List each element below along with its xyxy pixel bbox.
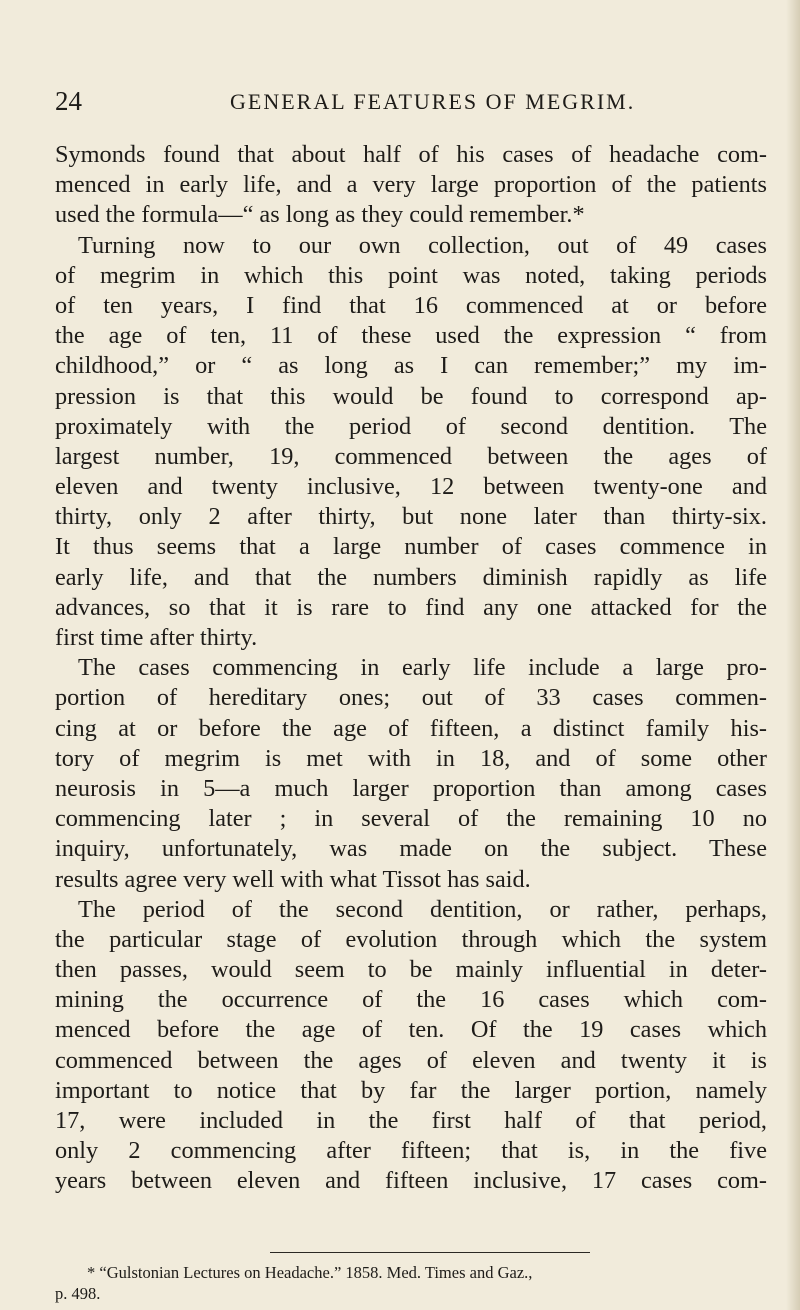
- text-line: 17, were included in the first half of that period,: [55, 1107, 767, 1134]
- text-line: eleven and twenty inclusive, 12 between twenty-one and: [55, 473, 767, 501]
- text-line: mining the occurrence of the 16 cases which com-: [55, 986, 767, 1014]
- text-line: commenced between the ages of eleven and twenty it is: [55, 1046, 767, 1074]
- text-line: It thus seems that a large number of cases commence in: [55, 533, 767, 561]
- text-line: menced in early life, and a very large proportion of the patients: [55, 171, 767, 199]
- text-line: Turning now to our own collection, out of 49 cases: [78, 231, 767, 259]
- text-line: the particular stage of evolution through which the system: [55, 925, 767, 953]
- footnote-line: p. 498.: [55, 1284, 101, 1303]
- page-number: 24: [55, 86, 82, 116]
- text-line: The period of the second dentition, or rather, perhaps,: [78, 895, 767, 923]
- footnote: [55, 1262, 767, 1304]
- text-line: thirty, only 2 after thirty, but none later than thirty-six.: [55, 503, 767, 531]
- text-line: proximately with the period of second dentition. The: [55, 412, 767, 440]
- text-line: then passes, would seem to be mainly influential in deter-: [55, 956, 767, 984]
- text-line: The cases commencing in early life include a large pro-: [78, 654, 767, 682]
- text-line: childhood,” or “ as long as I can remember;” my im-: [55, 352, 767, 380]
- text-line: cing at or before the age of fifteen, a distinct family his-: [55, 714, 767, 742]
- text-line: results agree very well with what Tissot has said.: [55, 865, 531, 893]
- text-line: pression is that this would be found to correspond ap-: [55, 382, 767, 410]
- text-line: commencing later ; in several of the remaining 10 no: [55, 805, 767, 833]
- text-line: important to notice that by far the larger portion, namely: [55, 1076, 767, 1104]
- text-line: tory of megrim is met with in 18, and of some other: [55, 744, 767, 772]
- text-line: early life, and that the numbers diminish rapidly as life: [55, 563, 767, 591]
- footnote-line: * “Gulstonian Lectures on Headache.” 1858. Med. Times and Gaz.,: [87, 1263, 533, 1282]
- text-line: used the formula—“ as long as they could remember.*: [55, 201, 585, 229]
- page-header: [55, 86, 755, 118]
- text-line: the age of ten, 11 of these used the expression “ from: [55, 322, 767, 350]
- text-line: Symonds found that about half of his cases of headache com-: [55, 141, 767, 168]
- text-line: largest number, 19, commenced between the ages of: [55, 442, 767, 470]
- running-title: GENERAL FEATURES OF MEGRIM.: [230, 89, 636, 114]
- text-line: of megrim in which this point was noted, taking periods: [55, 261, 767, 289]
- text-line: advances, so that it is rare to find any one attacked for the: [55, 593, 767, 621]
- body-text: [55, 140, 767, 1197]
- text-line: menced before the age of ten. Of the 19 cases which: [55, 1016, 767, 1044]
- text-line: only 2 commencing after fifteen; that is, in the five: [55, 1137, 767, 1165]
- text-line: of ten years, I find that 16 commenced at or before: [55, 291, 767, 319]
- text-line: first time after thirty.: [55, 624, 258, 651]
- text-line: inquiry, unfortunately, was made on the subject. These: [55, 835, 767, 863]
- page-edge-shadow: [786, 0, 800, 1310]
- text-line: neurosis in 5—a much larger proportion than among cases: [55, 774, 767, 802]
- footnote-divider: [270, 1252, 590, 1253]
- text-line: portion of hereditary ones; out of 33 cases commen-: [55, 684, 767, 712]
- text-line: years between eleven and fifteen inclusive, 17 cases com-: [55, 1167, 767, 1195]
